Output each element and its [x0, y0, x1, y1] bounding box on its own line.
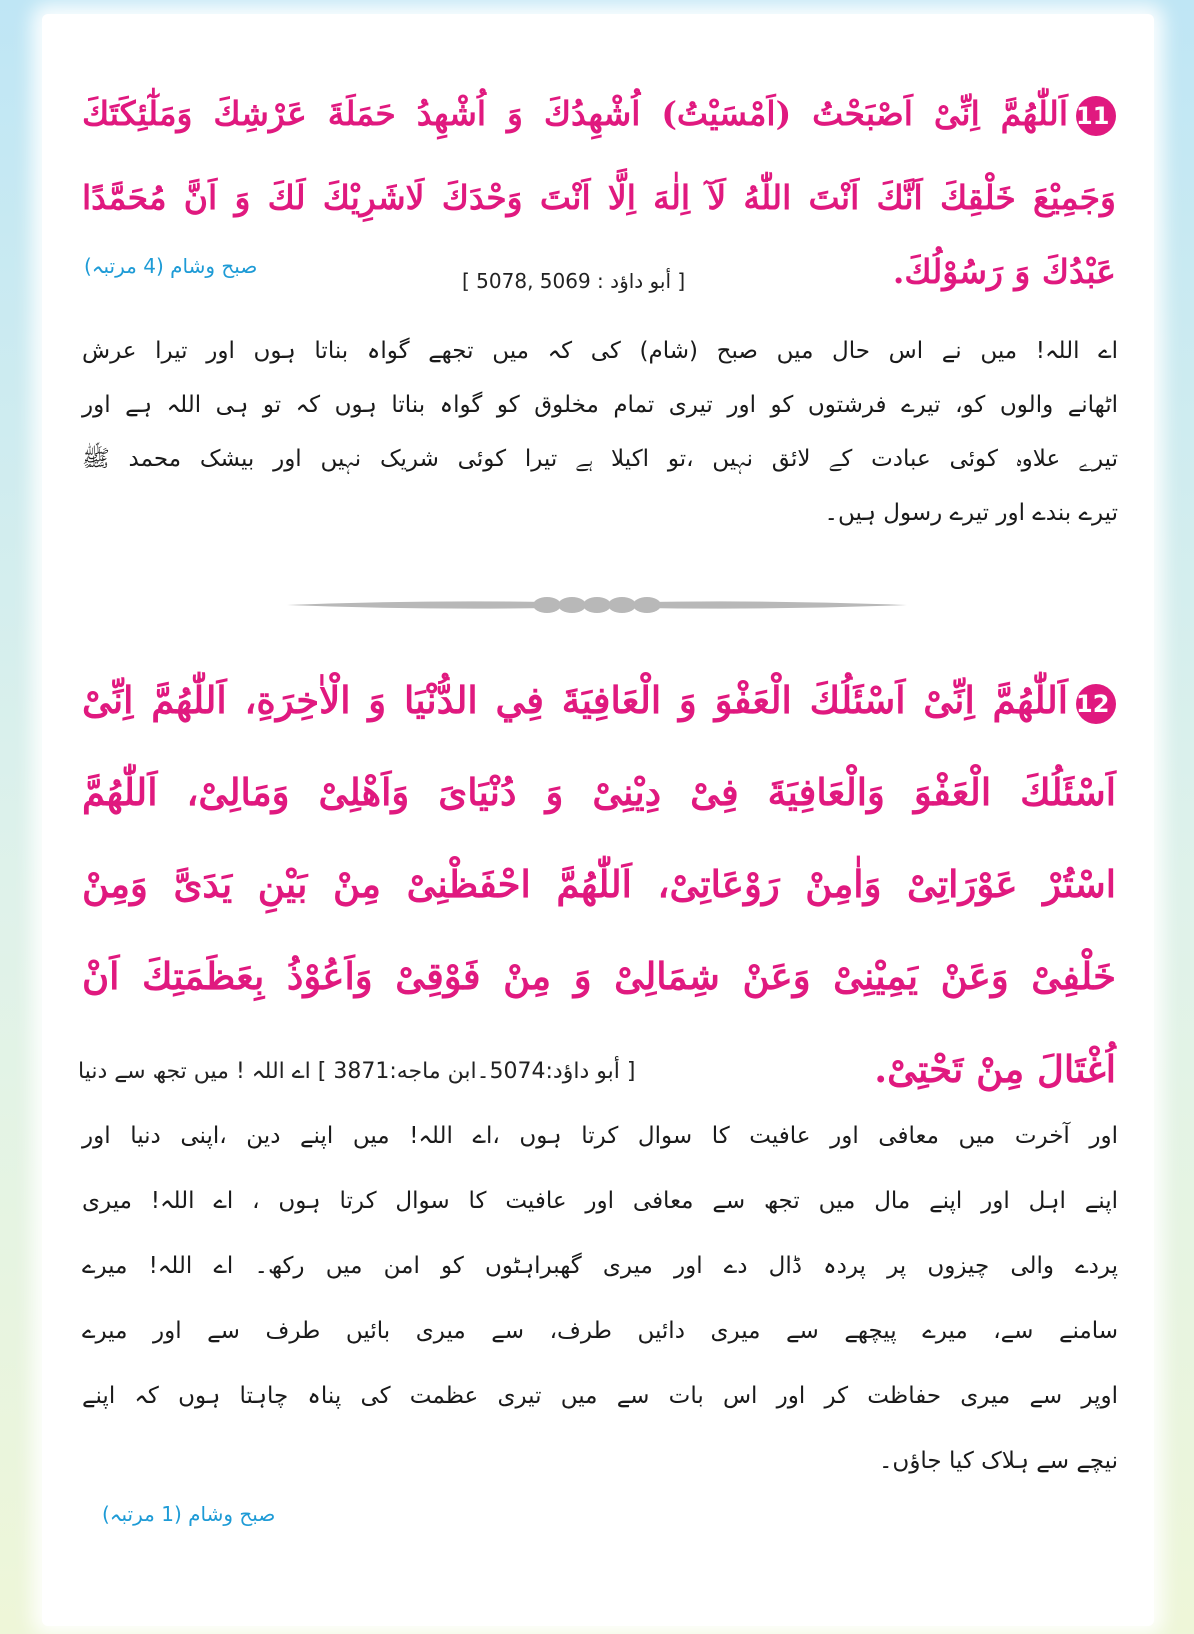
dua-11-line-1	[82, 72, 1116, 156]
dua-11-number-badge: 11	[1076, 96, 1116, 136]
dua-12-urdu-line-5: اوپر سے میری حفاظت کر اور اس بات سے میں تیری عظمت کی پناہ چاہتا ہوں کہ اپنے	[82, 1383, 1118, 1409]
dua-12-arabic	[82, 654, 1116, 1022]
dua-11-line-2: وَجَمِيْعَ خَلْقِكَ اَنَّكَ اَنْتَ اللّٰهُ لَآ اِلٰهَ اِلَّا اَنْتَ وَحْدَكَ لَاشَرِيْكَ لَكَ وَ اَنَّ مُحَمَّدًا	[82, 178, 1116, 217]
dua-12-repetition: صبح وشام (1 مرتبہ)	[102, 1502, 276, 1526]
dua-12-urdu-line-2: اپنے اہل اور اپنے مال میں تجھ سے معافی اور عافیت کا سوال کرتا ہوں ، اے اللہ! میری	[82, 1188, 1118, 1214]
dua-11-arabic-text-3: عَبْدُكَ وَ رَسُوْلُكَ.	[892, 252, 1116, 291]
dua-12-line-4: خَلْفِیْ وَعَنْ يَمِيْنِیْ وَعَنْ شِمَالِیْ وَ مِنْ فَوْقِیْ وَاَعُوْذُ بِعَظَمَتِكَ اَنْ	[82, 954, 1116, 998]
dua-11-urdu-line-2: اٹھانے والوں کو، تیرے فرشتوں کو اور تیری تمام مخلوق کو گواہ بناتا ہوں کہ تو ہی اللہ ہے اور	[82, 392, 1118, 418]
dua-12-urdu-line-6: نیچے سے ہلاک کیا جاؤں۔	[878, 1448, 1118, 1474]
dua-12-reference: [ أبو داؤد:5074۔ابن ماجه:3871 ] اے اللہ ! میں تجھ سے دنیا	[78, 1059, 636, 1084]
section-divider	[287, 594, 907, 616]
dua-11-reference: [ أبو داؤد : 5069 ,5078 ]	[462, 269, 686, 293]
dua-11-urdu	[82, 324, 1118, 540]
dua-11-arabic-line-3	[893, 242, 1116, 302]
dua-12-urdu-line-3: پردے والی چیزوں پر پردہ ڈال دے اور میری گھبراہٹوں کو امن میں رکھ۔ اے اللہ! میرے	[82, 1253, 1118, 1279]
page-panel	[42, 14, 1154, 1626]
dua-12-arabic-text-1: اَللّٰهُمَّ اِنِّیْ اَسْئَلُكَ الْعَفْوَ وَ الْعَافِيَةَ فِي الدُّنْيَا وَ الْاٰخِرَةِ، اَللّٰهُمَّ اِنِّیْ	[82, 678, 1069, 722]
dua-11-urdu-line-1: اے اللہ! میں نے اس حال میں صبح (شام) کی کہ میں تجھے گواہ بناتا ہوں اور تیرا عرش	[82, 338, 1118, 364]
dua-12-number-badge: 12	[1076, 684, 1116, 724]
dua-12-urdu	[82, 1104, 1118, 1494]
dua-11-repetition: صبح وشام (4 مرتبہ)	[84, 254, 258, 278]
dua-12-line-1	[82, 654, 1116, 746]
dua-11-urdu-line-3: تیرے علاوہ کوئی عبادت کے لائق نہیں ،تو اکیلا ہے تیرا کوئی شریک نہیں اور بیشک محمد ﷺ	[82, 446, 1118, 472]
dua-11-urdu-line-4: تیرے بندے اور تیرے رسول ہیں۔	[824, 500, 1118, 526]
dua-12-arabic-line-5	[874, 1039, 1116, 1099]
dua-12-arabic-text-5: اُغْتَالَ مِنْ تَحْتِیْ.	[874, 1047, 1116, 1091]
dua-12-urdu-line-4: سامنے سے، میرے پیچھے سے میری دائیں طرف، سے میری بائیں طرف سے اور میرے	[82, 1318, 1118, 1344]
dua-12-urdu-line-1: اور آخرت میں معافی اور عافیت کا سوال کرتا ہوں ،اے اللہ! میں اپنے دین ،اپنی دنیا اور	[82, 1123, 1118, 1149]
dua-12-line-3: اسْتُرْ عَوْرَاتِیْ وَاٰمِنْ رَوْعَاتِیْ، اَللّٰهُمَّ احْفَظْنِیْ مِنْ بَيْنِ يَدَیَّ وَمِنْ	[82, 862, 1116, 906]
dua-11-arabic	[82, 72, 1116, 240]
dua-11-arabic-text-1: اَللّٰهُمَّ اِنِّیْ اَصْبَحْتُ (اَمْسَيْتُ) اُشْهِدُكَ وَ اُشْهِدُ حَمَلَةَ عَرْشِكَ وَمَلٰٓئِكَتَكَ	[82, 94, 1068, 133]
dua-12-line-2: اَسْئَلُكَ الْعَفْوَ وَالْعَافِيَةَ فِیْ دِيْنِیْ وَ دُنْيَایَ وَاَهْلِیْ وَمَالِیْ، اَللّٰهُمَّ	[82, 770, 1116, 814]
